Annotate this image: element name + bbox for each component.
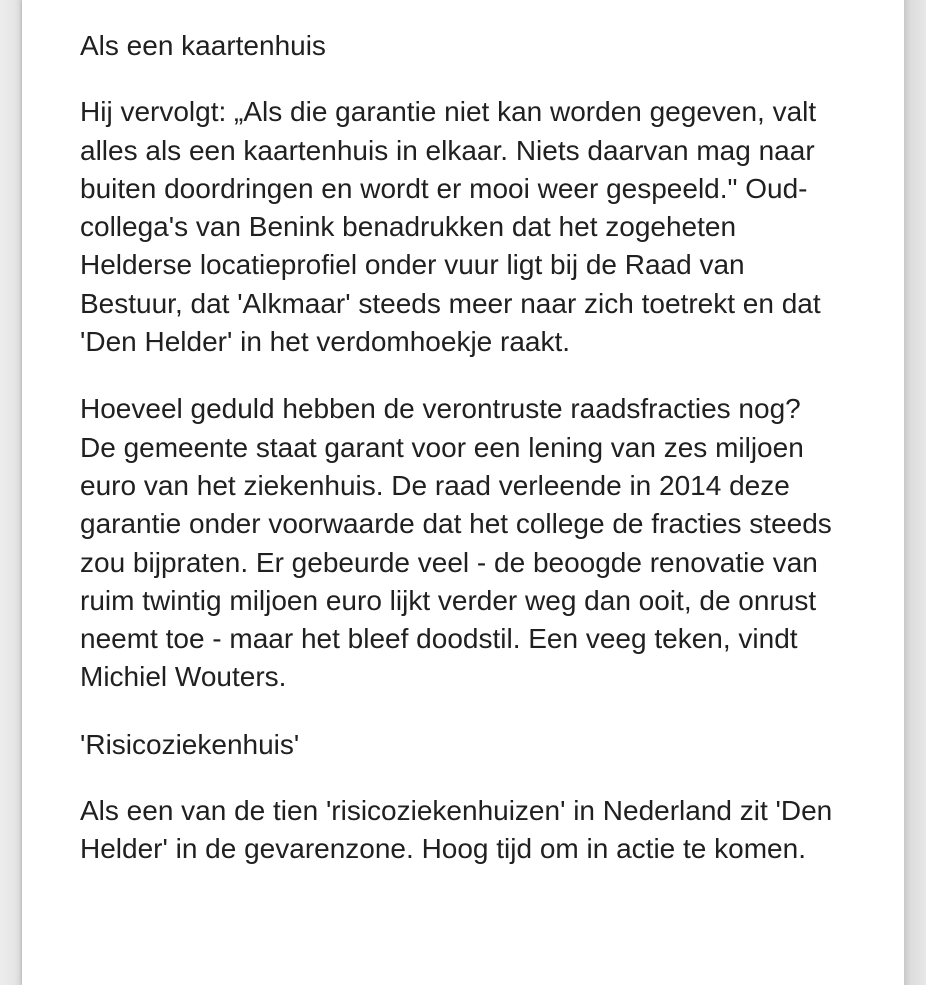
right-gutter	[904, 0, 926, 985]
article-page	[22, 0, 904, 985]
article-paragraph: Hoeveel geduld hebben de verontruste raadsfracties nog? De gemeente staat garant voor een lening van zes miljoen euro van het ziekenhuis. De raad verleende in 2014 deze garantie onder voorwaarde dat het college de fracties steeds zou bijpraten. Er gebeurde veel - de beoogde renovatie van ruim twintig miljoen euro lijkt verder weg dan ooit, de onrust neemt toe - maar het bleef doodstil. Een veeg teken, vindt Michiel Wouters.	[80, 393, 832, 693]
article-paragraph: Hij vervolgt: „Als die garantie niet kan worden gegeven, valt alles als een kaartenhuis in elkaar. Niets daarvan mag naar buiten doordringen en wordt er mooi weer gespeeld." Oud-collega's van Benink benadrukken dat het zogeheten Helderse locatieprofiel onder vuur ligt bij de Raad van Bestuur, dat 'Alkmaar' steeds meer naar zich toetrekt en dat 'Den Helder' in het verdomhoekje raakt.	[80, 96, 821, 358]
article-body	[80, 27, 840, 898]
section-heading-kaartenhuis: Als een kaartenhuis	[80, 30, 326, 61]
section-heading-risicoziekenhuis: 'Risicoziekenhuis'	[80, 728, 300, 760]
left-gutter	[0, 0, 22, 985]
article-paragraph: Als een van de tien 'risicoziekenhuizen' in Nederland zit 'Den Helder' in de gevarenzone. Hoog tijd om in actie te komen.	[80, 795, 833, 865]
